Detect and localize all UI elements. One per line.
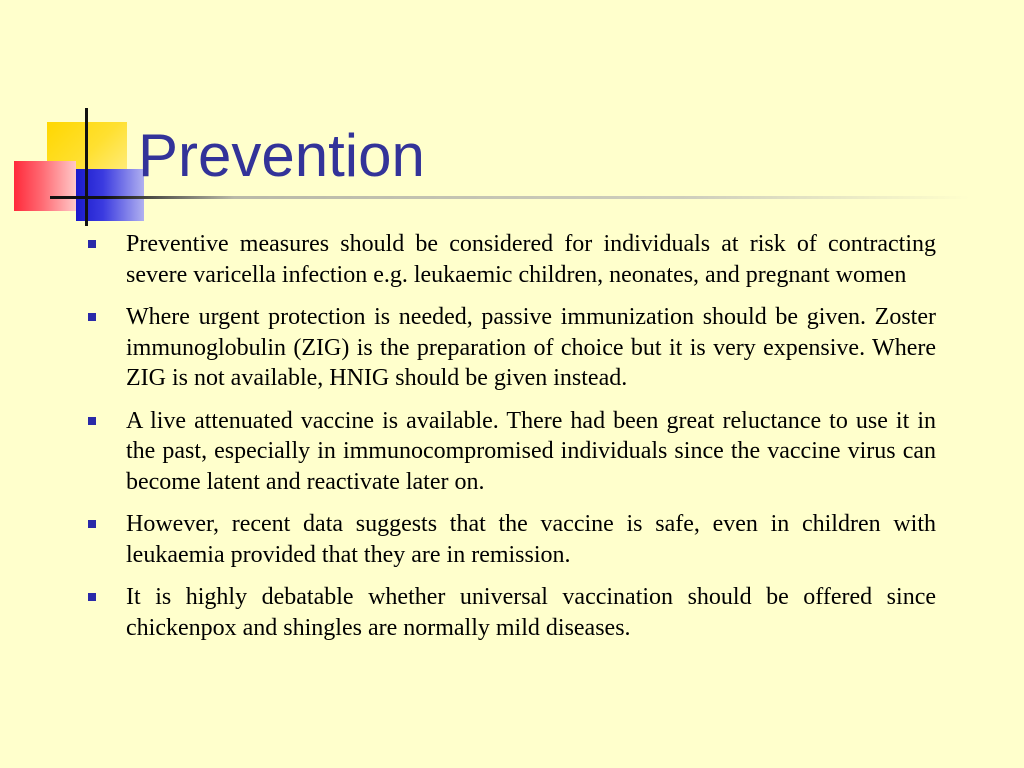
- square-bullet-icon: [88, 593, 96, 601]
- slide-title: Prevention: [138, 122, 425, 189]
- bullet-text: A live attenuated vaccine is available. There had been great reluctance to use it in the past, especially in immunocompromised individuals since the vaccine virus can become latent and reactivate later on.: [126, 407, 936, 495]
- square-bullet-icon: [88, 417, 96, 425]
- square-bullet-icon: [88, 313, 96, 321]
- logo-red-square: [14, 161, 76, 211]
- bullet-text: Preventive measures should be considered for individuals at risk of contracting severe varicella infection e.g. leukaemic children, neonates, and pregnant women: [126, 231, 936, 288]
- bullet-item: [88, 509, 936, 570]
- title-underline: [50, 196, 970, 199]
- bullet-text: Where urgent protection is needed, passive immunization should be given. Zoster immunoglobulin (ZIG) is the preparation of choice but it is very expensive. Where ZIG is not available, HNIG should be given instead.: [126, 304, 936, 391]
- bullet-item: [88, 406, 936, 498]
- bullet-item: [88, 229, 936, 290]
- bullet-item: [88, 302, 936, 394]
- logo-vertical-line: [85, 108, 88, 226]
- square-bullet-icon: [88, 520, 96, 528]
- bullet-list: [88, 229, 936, 655]
- square-bullet-icon: [88, 240, 96, 248]
- bullet-item: [88, 582, 936, 643]
- bullet-text: It is highly debatable whether universal vaccination should be offered since chickenpox and shingles are normally mild diseases.: [126, 584, 936, 641]
- bullet-text: However, recent data suggests that the vaccine is safe, even in children with leukaemia provided that they are in remission.: [126, 511, 936, 568]
